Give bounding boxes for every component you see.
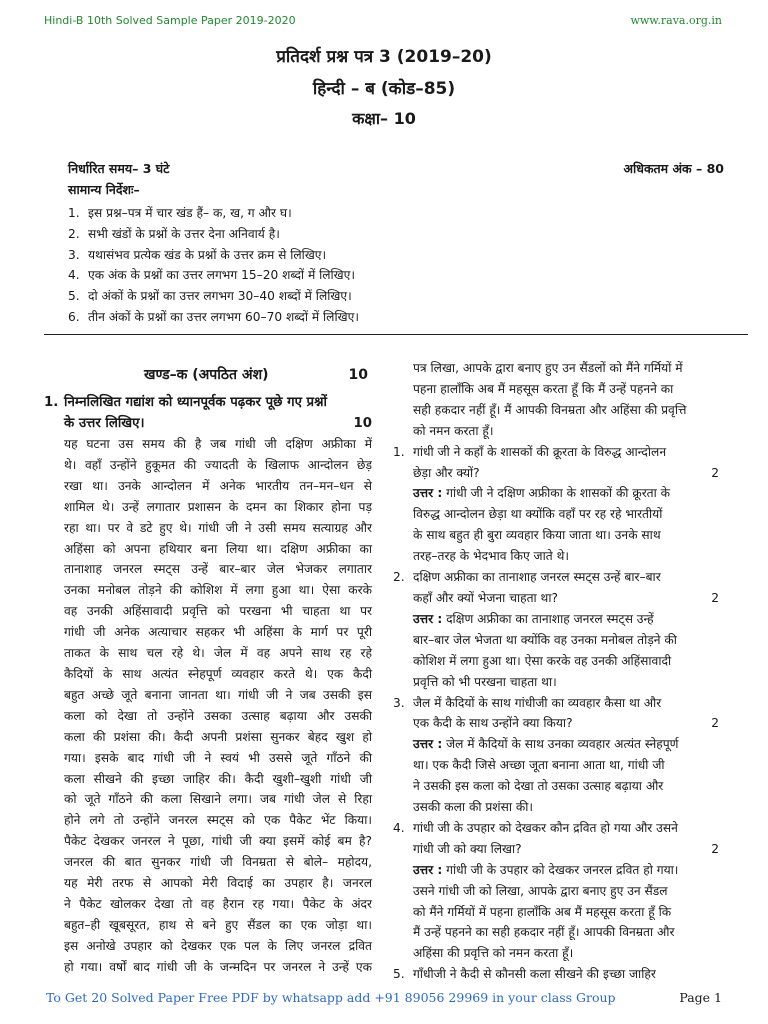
- answer-line: अहिंसा की प्रवृत्ति को नमन करता हूँ।: [413, 946, 574, 961]
- subquestion-marks: 2: [711, 465, 719, 480]
- passage-line: सही हकदार नहीं हूँ। मैं आपकी विनम्रता और अहिंसा की प्रवृत्ति: [413, 402, 687, 417]
- subquestion-number: 1.: [393, 444, 405, 459]
- subquestion-text: गाँधीजी ने कैदी से कौनसी कला सीखने की इच्छा जाहिर: [413, 967, 656, 982]
- instruction-item: 6. तीन अंकों के प्रश्नों का उत्तर लगभग 60–70 शब्दों में लिखिए।: [68, 309, 359, 324]
- passage-line: रहा था। पर वे डटे हुए थे। गांधी जी ने उसी समय सत्याग्रह और: [64, 520, 372, 535]
- subquestion-number: 3.: [393, 695, 405, 710]
- class-title: कक्षा– 10: [352, 109, 416, 128]
- subquestion-text: गांधी जी के उपहार को देखकर कौन द्रवित हो गया और उसने: [413, 820, 678, 835]
- subquestion-marks: 2: [711, 590, 719, 605]
- section-marks: 10: [348, 367, 368, 383]
- instruction-item: 1. इस प्रश्न–पत्र में चार खंड हैं– क, ख, ग और घ।: [68, 206, 292, 220]
- header-website-link[interactable]: www.rava.org.in: [630, 14, 722, 27]
- max-marks: अधिकतम अंक – 80: [623, 161, 724, 176]
- subquestion: [393, 964, 723, 985]
- subquestion: [393, 567, 723, 692]
- answer-line: मैं उन्हें पहनने का सही हकदार नहीं हूँ। आपकी विनम्रता और: [413, 925, 675, 940]
- question-text: निम्नलिखित गद्यांश को ध्यानपूर्वक पढ़कर पूछे गए प्रश्नों: [64, 395, 327, 410]
- passage-line: वह उनकी अहिंसावादी प्रवृत्ति को परखना भी चाहता था पर: [64, 604, 372, 619]
- passage-line: को नमन करता हूँ।: [413, 423, 494, 438]
- subquestion: [393, 818, 723, 964]
- passage-line: होने लगे तो उन्होंने जनरल स्मट्स को एक पैकेट भेंट किया।: [64, 813, 372, 828]
- subquestion: [393, 442, 723, 567]
- passage-line: हो गया। वर्षों बाद गांधी जी के जन्मदिन पर जनरल ने उन्हें एक: [64, 959, 372, 974]
- passage-line: रखा था। उनके आन्दोलन में अनेक भारतीय तन–मन–धन से: [64, 478, 372, 493]
- answer-line: ने उसकी इस कला को देखा तो उसका उत्साह बढ़ाया और: [413, 779, 664, 794]
- passage-line: ताकत के साथ चल रहे थे। जेल में वह अपने साथ रह रहे: [64, 646, 372, 661]
- passage-line: तानाशाह जनरल स्मट्स उन्हें बार–बार जेल भेजकर लगातार: [64, 562, 372, 577]
- answer-label: उत्तर :: [413, 611, 443, 626]
- instruction-item: 5. दो अंकों के प्रश्नों का उत्तर लगभग 30–40 शब्दों में लिखिए।: [68, 289, 352, 304]
- passage-continuation: [393, 358, 723, 442]
- passage-line: गया। इसके बाद गांधी जी ने स्वयं भी उससे जूते गाँठने की: [64, 750, 372, 765]
- answer-line: उत्तर : दक्षिण अफ्रीका का तानाशाह जनरल स्मट्स उन्हें: [413, 611, 654, 626]
- answer-line: तरह–तरह के भेदभाव किए जाते थे।: [413, 549, 569, 564]
- subquestion-text: छेड़ा और क्यों? 2: [413, 463, 723, 484]
- subquestions-list: [393, 442, 723, 986]
- subquestion: [393, 693, 723, 818]
- section-divider: [44, 334, 748, 335]
- question-number: 1.: [44, 395, 59, 410]
- passage-line: थे। वहाँ उन्होंने हुकूमत की ज्यादती के खिलाफ आन्दोलन छेड़: [64, 457, 372, 472]
- subquestion-text: गांधी जी ने कहाँ के शासकों की क्रूरता के विरुद्ध आन्दोलन: [413, 444, 667, 459]
- time-allowed: निर्धारित समय– 3 घंटे: [68, 161, 170, 176]
- answer-line: था। एक कैदी जिसे अच्छा जूता बनाना आता था, गांधी जी: [413, 758, 665, 773]
- footer-whatsapp-note: To Get 20 Solved Paper Free PDF by whatsapp add +91 89056 29969 in your class Group: [46, 990, 616, 1005]
- subject-title: हिन्दी – ब (कोड–85): [312, 79, 456, 99]
- passage-line: को जूते गाँठने की कला सिखाने लगा। जब गांधी जेल से रिहा: [64, 792, 372, 807]
- answer-line: के साथ बहुत ही बुरा व्यवहार किया जाता था। उनके साथ: [413, 528, 661, 543]
- instruction-item: 3. यथासंभव प्रत्येक खंड के प्रश्नों के उत्तर क्रम से लिखिए।: [68, 247, 327, 262]
- answer-line: उसने गांधी जी को लिखा, आपके द्वारा बनाए हुए उन सैंडल: [413, 883, 668, 898]
- passage-line: ने पैकेट खोलकर देखा तो वह हैरान रह गया। पैकेट के अंदर: [64, 896, 372, 911]
- paper-title: प्रतिदर्श प्रश्न पत्र 3 (2019–20): [276, 47, 492, 67]
- answer-line: उत्तर : गांधी जी ने दक्षिण अफ्रीका के शासकों की क्रूरता के: [413, 486, 671, 501]
- subquestion-number: 2.: [393, 570, 405, 585]
- passage-line: पत्र लिखा, आपके द्वारा बनाए हुए उन सैंडलों को मैंने गर्मियों में: [413, 361, 683, 375]
- passage-line: उनका मनोबल तोड़ने की कोशिश में लगा हुआ था। ऐसा करके: [64, 583, 372, 598]
- subquestion-number: 4.: [393, 820, 405, 835]
- instructions-heading: सामान्य निर्देशः–: [68, 182, 140, 197]
- subquestion-text: कहाँ और क्यों भेजना चाहता था? 2: [413, 588, 723, 609]
- subquestion-number: 5.: [393, 967, 405, 982]
- passage-line: जनरल की बात सुनकर गांधी जी विनम्रता से बोले– महोदय,: [64, 855, 372, 870]
- right-column: [393, 358, 723, 985]
- subquestion-marks: 2: [711, 716, 719, 731]
- page-number: Page 1: [679, 990, 722, 1005]
- answer-line: उसकी कला की प्रशंसा की।: [413, 800, 533, 815]
- subquestion-text: एक कैदी के साथ उन्होंने क्या किया? 2: [413, 713, 723, 734]
- passage-line: यह मेरी तरफ से आपको मेरी विदाई का उपहार है। जनरल: [64, 876, 372, 891]
- passage-line: शामिल थे। उन्हें लगातार प्रशासन के दमन का शिकार होना पड़: [64, 499, 372, 514]
- passage-line: कैदियों के साथ अत्यंत स्नेहपूर्ण व्यवहार करते थे। एक कैदी: [64, 666, 372, 681]
- passage-line: बहुत–ही खूबसूरत, हाथ से बने हुए सैंडल का एक जोड़ा था।: [64, 917, 372, 932]
- answer-line: प्रवृत्ति को भी परखना चाहता था।: [413, 674, 557, 689]
- answer-line: उत्तर : जेल में कैदियों के साथ उनका व्यवहार अत्यंत स्नेहपूर्ण: [413, 737, 679, 752]
- instruction-item: 2. सभी खंडों के प्रश्नों के उत्तर देना अनिवार्य है।: [68, 226, 280, 241]
- header-paper-name: Hindi-B 10th Solved Sample Paper 2019-2020: [44, 14, 296, 27]
- instruction-item: 4. एक अंक के प्रश्नों का उत्तर लगभग 15–20 शब्दों में लिखिए।: [68, 268, 356, 283]
- passage-line: कला सीखने की इच्छा जाहिर की। कैदी खुशी–खुशी गांधी जी: [64, 771, 372, 786]
- passage-line: कला की प्रशंसा की। कैदी अपनी प्रशंसा सुनकर बेहद खुश हो: [64, 729, 372, 744]
- subquestion-marks: 2: [711, 841, 719, 856]
- answer-label: उत्तर :: [413, 486, 443, 501]
- passage-line: पहना हालाँकि अब मैं महसूस करता हूँ कि मैं उन्हें पहनने का: [413, 381, 674, 396]
- left-column: [44, 358, 372, 978]
- passage-line: यह घटना उस समय की है जब गांधी जी दक्षिण अफ्रीका में: [64, 437, 372, 451]
- answer-line: बार–बार जेल भेजता था क्योंकि वह उनका मनोबल तोड़ने की: [413, 632, 677, 647]
- answer-line: को मैंने गर्मियों में पहना हालाँकि अब मैं महसूस करता हूँ कि: [413, 904, 672, 919]
- question-marks: 10: [353, 416, 372, 431]
- passage-line: कला को देखा तो उन्होंने उसका उत्साह बढ़ाया और उसकी: [64, 708, 372, 723]
- question-text: के उत्तर लिखिए। 10: [64, 413, 372, 434]
- passage-line: इस अनोखे उपहार को देखकर एक पल के लिए जनरल द्रवित: [64, 938, 372, 953]
- answer-line: कोशिश में लगा हुआ था। ऐसा करके वह उनकी अहिंसावादी: [413, 653, 672, 668]
- passage: [44, 434, 372, 978]
- subquestion-text: दक्षिण अफ्रीका का तानाशाह जनरल स्मट्स उन्हें बार–बार: [413, 570, 661, 585]
- question-1: [44, 392, 372, 434]
- instructions-list: [68, 203, 359, 328]
- passage-line: गांधी जी अनेक अत्याचार सहकर भी अहिंसा के मार्ग पर पूरी: [64, 625, 372, 640]
- section-heading: [44, 358, 372, 392]
- passage-line: अहिंसा को अपना हथियार बना लिया था। दक्षिण अफ्रीका का: [64, 541, 372, 556]
- answer-label: उत्तर :: [413, 862, 443, 877]
- answer-label: उत्तर :: [413, 737, 443, 752]
- subquestion-text: जैल में कैदियों के साथ गांधीजी का व्यवहार कैसा था और: [413, 695, 662, 710]
- section-title: खण्ड–क (अपठित अंश): [144, 367, 269, 383]
- passage-line: बहुत अच्छे जूते बनाना जानता था। गांधी जी ने जब उसकी इस: [64, 687, 372, 702]
- subquestion-text: गांधी जी को क्या लिखा? 2: [413, 839, 723, 860]
- passage-line: पैकेट देखकर जनरल ने पूछा, गांधी जी क्या इसमें कोई बम है?: [64, 834, 372, 849]
- answer-line: विरुद्ध आन्दोलन छेड़ा था क्योंकि वहाँ पर रह रहे भारतीयों: [413, 507, 663, 522]
- answer-line: उत्तर : गांधी जी के उपहार को देखकर जनरल द्रवित हो गया।: [413, 862, 679, 877]
